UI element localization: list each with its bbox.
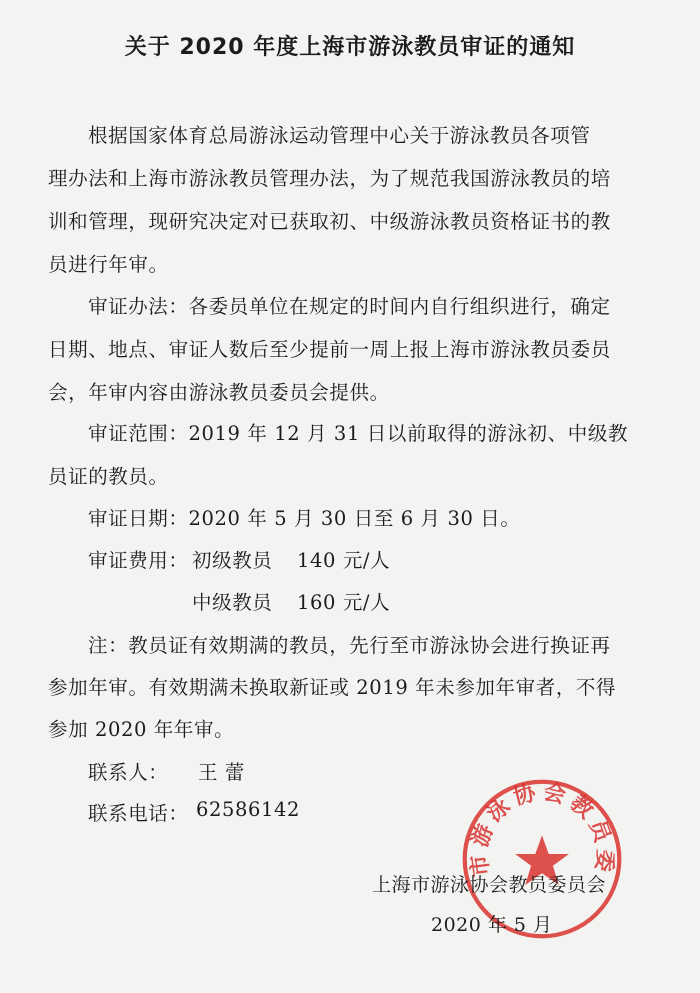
intro-line-1: 根据国家体育总局游泳运动管理中心关于游泳教员各项管 [88, 124, 591, 147]
scope-line-2: 员证的教员。 [48, 465, 169, 488]
note-line-3: 参加 2020 年年审。 [48, 718, 235, 741]
signature-date: 2020 年 5 月 [431, 914, 553, 936]
fee-label: 审证费用： [88, 549, 189, 572]
method-line-3: 会，年审内容由游泳教员委员会提供。 [48, 381, 390, 404]
svg-text:上海市游泳协会教员委员会: 市游泳协会教员委 [466, 779, 618, 879]
contact-phone-label: 联系电话： [88, 802, 189, 825]
fee-middle-price: 160 元/人 [297, 591, 391, 614]
method-line-1: 审证办法：各委员单位在规定的时间内自行组织进行，确定 [88, 295, 611, 318]
note-line-1: 注：教员证有效期满的教员，先行至市游泳协会进行换证再 [88, 634, 611, 657]
contact-phone-value: 62586142 [196, 798, 301, 821]
fee-junior-price: 140 元/人 [297, 549, 391, 572]
date-line: 审证日期：2020 年 5 月 30 日至 6 月 30 日。 [88, 507, 521, 530]
intro-line-2: 理办法和上海市游泳教员管理办法，为了规范我国游泳教员的培 [48, 167, 611, 190]
signature-org: 上海市游泳协会教员委员会 [372, 874, 607, 896]
fee-middle-label: 中级教员 [192, 591, 273, 614]
fee-junior-label: 初级教员 [192, 549, 273, 572]
contact-person-name: 王 蕾 [198, 761, 245, 784]
scope-line-1: 审证范围：2019 年 12 月 31 日以前取得的游泳初、中级教 [88, 422, 629, 445]
intro-line-4: 员进行年审。 [48, 253, 169, 276]
note-line-2: 参加年审。有效期满未换取新证或 2019 年未参加年审者，不得 [48, 676, 617, 699]
method-line-2: 日期、地点、审证人数后至少提前一周上报上海市游泳教员委员 [48, 338, 611, 361]
contact-person-label: 联系人： [88, 761, 169, 784]
notice-title: 关于 2020 年度上海市游泳教员审证的通知 [124, 35, 576, 60]
intro-line-3: 训和管理，现研究决定对已获取初、中级游泳教员资格证书的教 [48, 210, 611, 233]
